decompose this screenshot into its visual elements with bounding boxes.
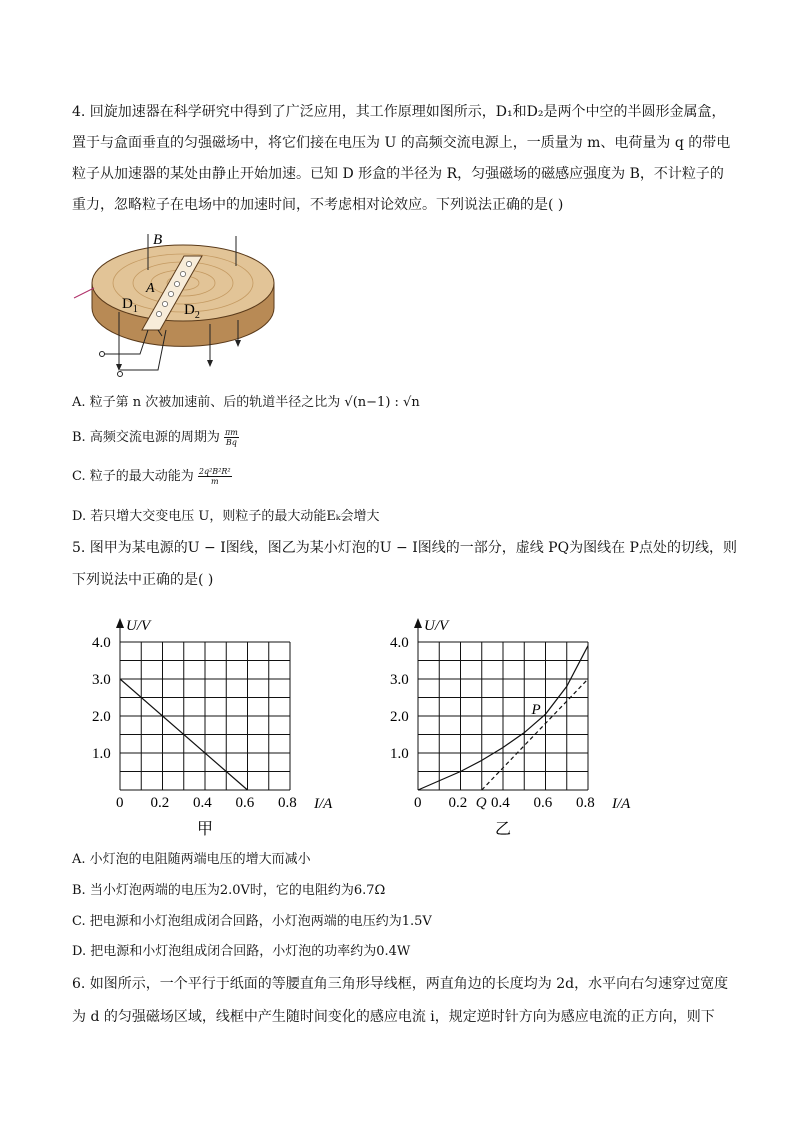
chart-jia xyxy=(84,604,333,840)
x-tick-label: 0.8 xyxy=(278,795,297,811)
q4-option-b[interactable] xyxy=(72,428,239,448)
y-tick-label: 1.0 xyxy=(92,746,111,762)
q4-option-a[interactable]: A. 粒子第 n 次被加速前、后的轨道半径之比为 √(n−1) : √n xyxy=(72,395,420,410)
x-tick-label: 0.4 xyxy=(193,795,212,811)
x-tick-label: 0.2 xyxy=(448,795,468,811)
q5-option-c[interactable]: C. 把电源和小灯泡组成闭合回路，小灯泡两端的电压约为1.5V xyxy=(72,914,432,929)
dee-label-d2: $D_2$ xyxy=(184,302,200,321)
y-axis-label: U/V xyxy=(424,618,449,634)
field-label-b: B xyxy=(153,232,163,248)
chart-caption: 甲 xyxy=(197,821,214,838)
q5-option-d[interactable]: D. 把电源和小灯泡组成闭合回路，小灯泡的功率约为0.4W xyxy=(72,944,411,959)
annotation-q: Q xyxy=(475,795,487,811)
chart-caption: 乙 xyxy=(495,821,512,838)
y-axis-arrow xyxy=(414,618,422,628)
x-tick-label: 0.2 xyxy=(150,795,170,811)
x-tick-label: 0.4 xyxy=(491,795,510,811)
x-tick-label: 0 xyxy=(116,795,124,811)
q4-stem-line-1: 4. 回旋加速器在科学研究中得到了广泛应用，其工作原理如图所示，D₁和D₂是两个中空的半圆形金属盒， xyxy=(72,104,726,120)
q4-stem-line-2: 置于与盒面垂直的匀强磁场中，将它们接在电压为 U 的高频交流电源上，一质量为 m、电荷量为 q 的带电 xyxy=(72,135,731,151)
q5-option-a[interactable]: A. 小灯泡的电阻随两端电压的增大而减小 xyxy=(72,852,311,867)
q4-option-d[interactable]: D. 若只增大交变电压 U，则粒子的最大动能Eₖ会增大 xyxy=(72,509,380,524)
y-tick-label: 4.0 xyxy=(92,635,111,651)
q5-option-b[interactable]: B. 当小灯泡两端的电压为2.0V时，它的电阻约为6.7Ω xyxy=(72,883,386,898)
q6-stem-line-1: 6. 如图所示，一个平行于纸面的等腰直角三角形导线框，两直角边的长度均为 2d，水平向右匀速穿过宽度 xyxy=(72,976,729,992)
y-tick-label: 1.0 xyxy=(390,746,409,762)
q4-option-b-fraction: $\frac{\pi m}{Bq}$ xyxy=(224,428,238,447)
q4-option-c-fraction: $\frac{\text{2q²B²R²}}{m}$ xyxy=(198,467,231,486)
y-tick-label: 2.0 xyxy=(92,709,111,725)
point-label-a: A xyxy=(146,281,155,296)
y-axis-arrow xyxy=(116,618,124,628)
y-tick-label: 2.0 xyxy=(390,709,409,725)
q5-stem-line-1: 5. 图甲为某电源的U − I图线，图乙为某小灯泡的U − I图线的一部分，虚线 PQ为图线在 P点处的切线，则 xyxy=(72,540,737,556)
x-tick-label: 0.6 xyxy=(533,795,553,811)
cyclotron-figure xyxy=(62,226,292,386)
x-axis-label: I/A xyxy=(314,796,333,812)
y-axis-label: U/V xyxy=(126,618,151,634)
q5-stem-line-2: 下列说法中正确的是( ) xyxy=(72,572,214,588)
q4-option-b-text: B. 高频交流电源的周期为 xyxy=(72,430,220,445)
y-tick-label: 3.0 xyxy=(390,672,409,688)
chart-yi xyxy=(382,604,662,840)
x-tick-label: 0 xyxy=(414,795,422,811)
x-tick-label: 0.8 xyxy=(576,795,595,811)
x-tick-label: 0.6 xyxy=(235,795,255,811)
q6-stem-line-2: 为 d 的匀强磁场区域，线框中产生随时间变化的感应电流 i，规定逆时针方向为感应电流的正方向，则下 xyxy=(72,1009,715,1025)
dee-label-d1: $D_1$ xyxy=(122,296,138,315)
q4-option-c[interactable] xyxy=(72,467,232,487)
q4-stem-line-3: 粒子从加速器的某处由静止开始加速。已知 D 形盒的半径为 R，匀强磁场的磁感应强度为 B，不计粒子的 xyxy=(72,166,724,182)
q4-option-c-text: C. 粒子的最大动能为 xyxy=(72,469,194,484)
annotation-p: P xyxy=(531,702,541,718)
y-tick-label: 4.0 xyxy=(390,635,409,651)
q4-stem-line-4: 重力，忽略粒子在电场中的加速时间，不考虑相对论效应。下列说法正确的是( ) xyxy=(72,197,564,213)
x-axis-label: I/A xyxy=(612,796,631,812)
y-tick-label: 3.0 xyxy=(92,672,111,688)
